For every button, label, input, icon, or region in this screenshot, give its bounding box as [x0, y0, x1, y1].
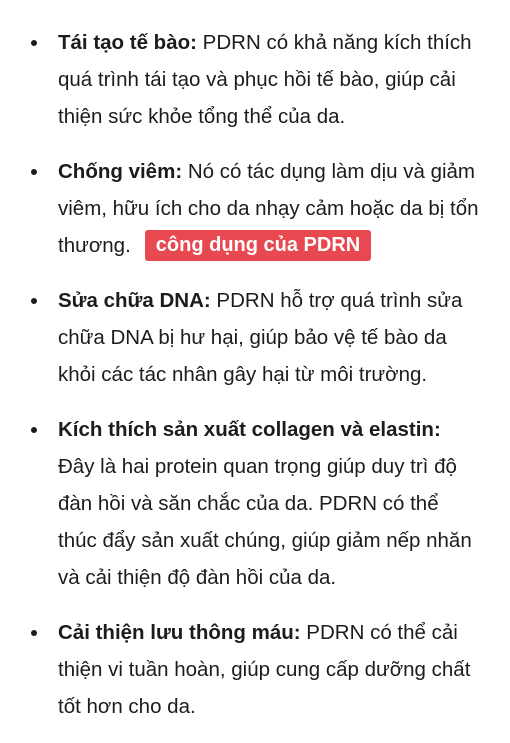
- item-term: Chống viêm:: [58, 160, 183, 183]
- benefits-list: [0, 24, 510, 743]
- bullet-icon: [31, 169, 37, 175]
- item-term: Cải thiện lưu thông máu:: [58, 621, 301, 644]
- item-text: Nó có tác dụng làm dịu và giảm viêm, hữu ích cho da nhạy cảm hoặc da bị tổn thương.: [58, 160, 479, 257]
- item-term: Kích thích sản xuất collagen và elastin:: [58, 418, 441, 441]
- bullet-icon: [31, 630, 37, 636]
- bullet-icon: [31, 298, 37, 304]
- list-item-collagen-elastin: [0, 411, 510, 596]
- list-item-dna-repair: [0, 282, 510, 393]
- list-item-cell-regeneration: [0, 24, 510, 135]
- list-item-anti-inflammatory: [0, 153, 510, 264]
- item-term: Sửa chữa DNA:: [58, 289, 211, 312]
- item-text: PDRN có khả năng kích thích quá trình tái tạo và phục hồi tế bào, giúp cải thiện sức khỏe tổng thể của da.: [58, 31, 472, 128]
- bullet-icon: [31, 40, 37, 46]
- item-text: PDRN hỗ trợ quá trình sửa chữa DNA bị hư hại, giúp bảo vệ tế bào da khỏi các tác nhân gây hại từ môi trường.: [58, 289, 463, 386]
- list-item-blood-circulation: [0, 614, 510, 725]
- item-text: PDRN có thể cải thiện vi tuần hoàn, giúp cung cấp dưỡng chất tốt hơn cho da.: [58, 621, 471, 718]
- item-term: Tái tạo tế bào:: [58, 31, 197, 54]
- overlay-label: công dụng của PDRN: [145, 230, 371, 261]
- bullet-icon: [31, 427, 37, 433]
- item-text: Đây là hai protein quan trọng giúp duy trì độ đàn hồi và săn chắc của da. PDRN có thể thúc đẩy sản xuất chúng, giúp giảm nếp nhăn và cải thiện độ đàn hồi của da.: [58, 455, 472, 589]
